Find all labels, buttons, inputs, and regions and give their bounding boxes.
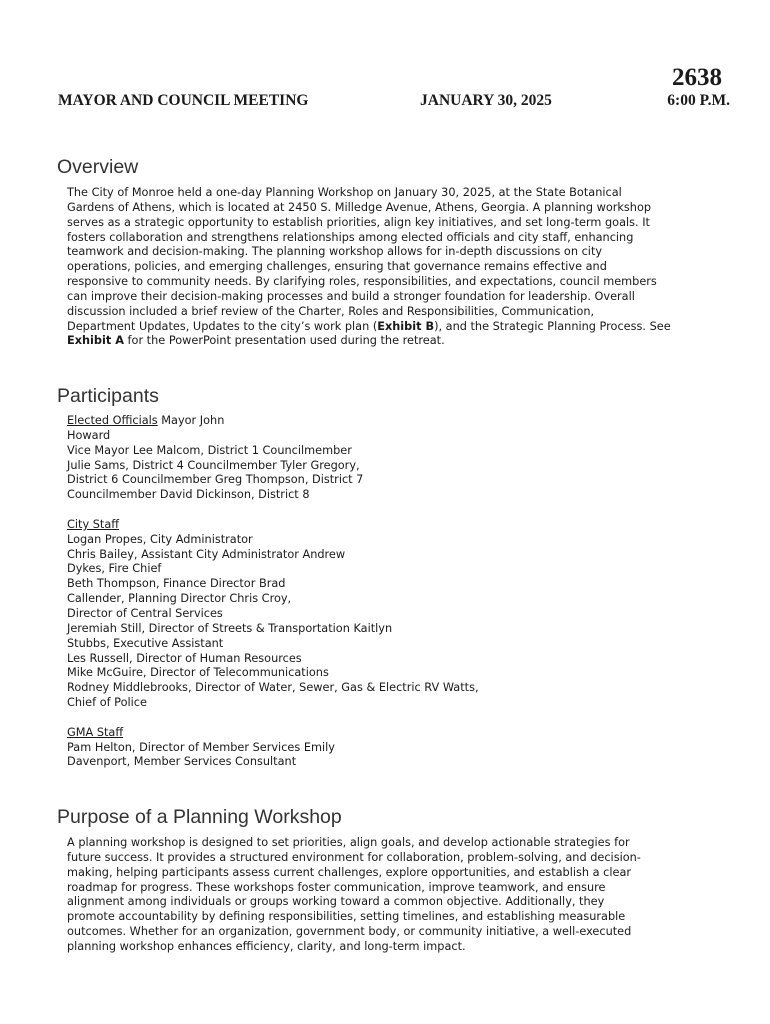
overview-line: fosters collaboration and strengthens relationships among elected officials and city staff, enhancing (67, 230, 634, 244)
overview-line: discussion included a brief review of the Charter, Roles and Responsibilities, Communication, (67, 304, 595, 318)
purpose-line: outcomes. Whether for an organization, government body, or community initiative, a well-executed (67, 925, 632, 939)
overview-line: operations, policies, and emerging challenges, ensuring that governance remains effective and (67, 260, 607, 274)
overview-line: serves as a strategic opportunity to establish priorities, align key initiatives, and set long-term goals. It (67, 215, 650, 229)
exhibit-a-reference: Exhibit A (67, 334, 124, 348)
participant-text: Mayor John (157, 414, 225, 427)
purpose-line: A planning workshop is designed to set priorities, align goals, and develop actionable strategies for (67, 836, 630, 849)
overview-line (67, 320, 715, 335)
overview-line (67, 334, 715, 349)
meeting-title: MAYOR AND COUNCIL MEETING (58, 92, 309, 109)
overview-heading: Overview (57, 156, 139, 178)
participant-line: Logan Propes, City Administrator (67, 532, 253, 546)
participants-list (67, 414, 715, 770)
participant-line: Director of Central Services (67, 606, 223, 620)
participant-line: Dykes, Fire Chief (67, 562, 162, 576)
participant-line: Beth Thompson, Finance Director Brad (67, 577, 286, 591)
overview-line: responsive to community needs. By clarifying roles, responsibilities, and expectations, council members (67, 275, 657, 289)
participant-line: Julie Sams, District 4 Councilmember Tyler Gregory, (67, 458, 360, 472)
elected-officials-line (67, 414, 715, 429)
gma-staff-line (67, 726, 715, 741)
exhibit-b-reference: Exhibit B (377, 319, 435, 333)
gma-staff-label: GMA Staff (67, 725, 124, 739)
overview-paragraph (67, 186, 715, 349)
participant-line: Howard (67, 428, 111, 442)
purpose-paragraph (67, 836, 715, 955)
participant-line: Mike McGuire, Director of Telecommunications (67, 666, 329, 680)
participant-line: Rodney Middlebrooks, Director of Water, Sewer, Gas & Electric RV Watts, (67, 681, 479, 695)
participant-line: Davenport, Member Services Consultant (67, 755, 297, 769)
meeting-date: JANUARY 30, 2025 (420, 92, 552, 109)
meeting-time: 6:00 P.M. (667, 92, 730, 109)
participant-line: Councilmember David Dickinson, District 8 (67, 488, 310, 502)
overview-line: Gardens of Athens, which is located at 2450 S. Milledge Avenue, Athens, Georgia. A planning workshop (67, 200, 652, 214)
participant-line: Vice Mayor Lee Malcom, District 1 Councilmember (67, 443, 352, 457)
purpose-line: planning workshop enhances efficiency, clarity, and long-term impact. (67, 939, 466, 953)
purpose-line: promote accountability by defining responsibilities, setting timelines, and establishing measurable (67, 910, 626, 924)
overview-text: ), and the Strategic Planning Process. See (434, 319, 671, 333)
overview-text: Department Updates, Updates to the city’s work plan ( (67, 319, 378, 333)
purpose-heading: Purpose of a Planning Workshop (57, 806, 342, 828)
participant-line: Chief of Police (67, 696, 147, 710)
purpose-line: alignment among individuals or groups working toward a common objective. Additionally, they (67, 895, 605, 909)
purpose-line: roadmap for progress. These workshops foster communication, improve teamwork, and ensure (67, 880, 606, 894)
participant-line: Pam Helton, Director of Member Services Emily (67, 740, 335, 754)
elected-officials-label: Elected Officials (67, 414, 158, 427)
overview-line: can improve their decision-making processes and build a stronger foundation for leadership. Overall (67, 289, 635, 303)
participant-line: Jeremiah Still, Director of Streets & Transportation Kaitlyn (67, 621, 393, 635)
overview-text: for the PowerPoint presentation used during the retreat. (123, 334, 445, 348)
purpose-line: future success. It provides a structured environment for collaboration, problem-solving, and decision- (67, 850, 641, 864)
participant-line: Stubbs, Executive Assistant (67, 636, 224, 650)
page-number: 2638 (672, 64, 722, 91)
spacer (67, 503, 715, 518)
overview-line: The City of Monroe held a one-day Planning Workshop on January 30, 2025, at the State Botanical (67, 186, 622, 199)
participants-heading: Participants (57, 385, 159, 407)
purpose-line: making, helping participants assess current challenges, explore opportunities, and establish a clear (67, 865, 632, 879)
participant-line: Les Russell, Director of Human Resources (67, 651, 302, 665)
city-staff-label: City Staff (67, 517, 120, 531)
city-staff-line (67, 518, 715, 533)
participant-line: Chris Bailey, Assistant City Administrator Andrew (67, 547, 346, 561)
spacer (67, 711, 715, 726)
overview-line: teamwork and decision-making. The planning workshop allows for in-depth discussions on city (67, 245, 603, 259)
participant-line: District 6 Councilmember Greg Thompson, District 7 (67, 473, 364, 487)
participant-line: Callender, Planning Director Chris Croy, (67, 592, 292, 606)
